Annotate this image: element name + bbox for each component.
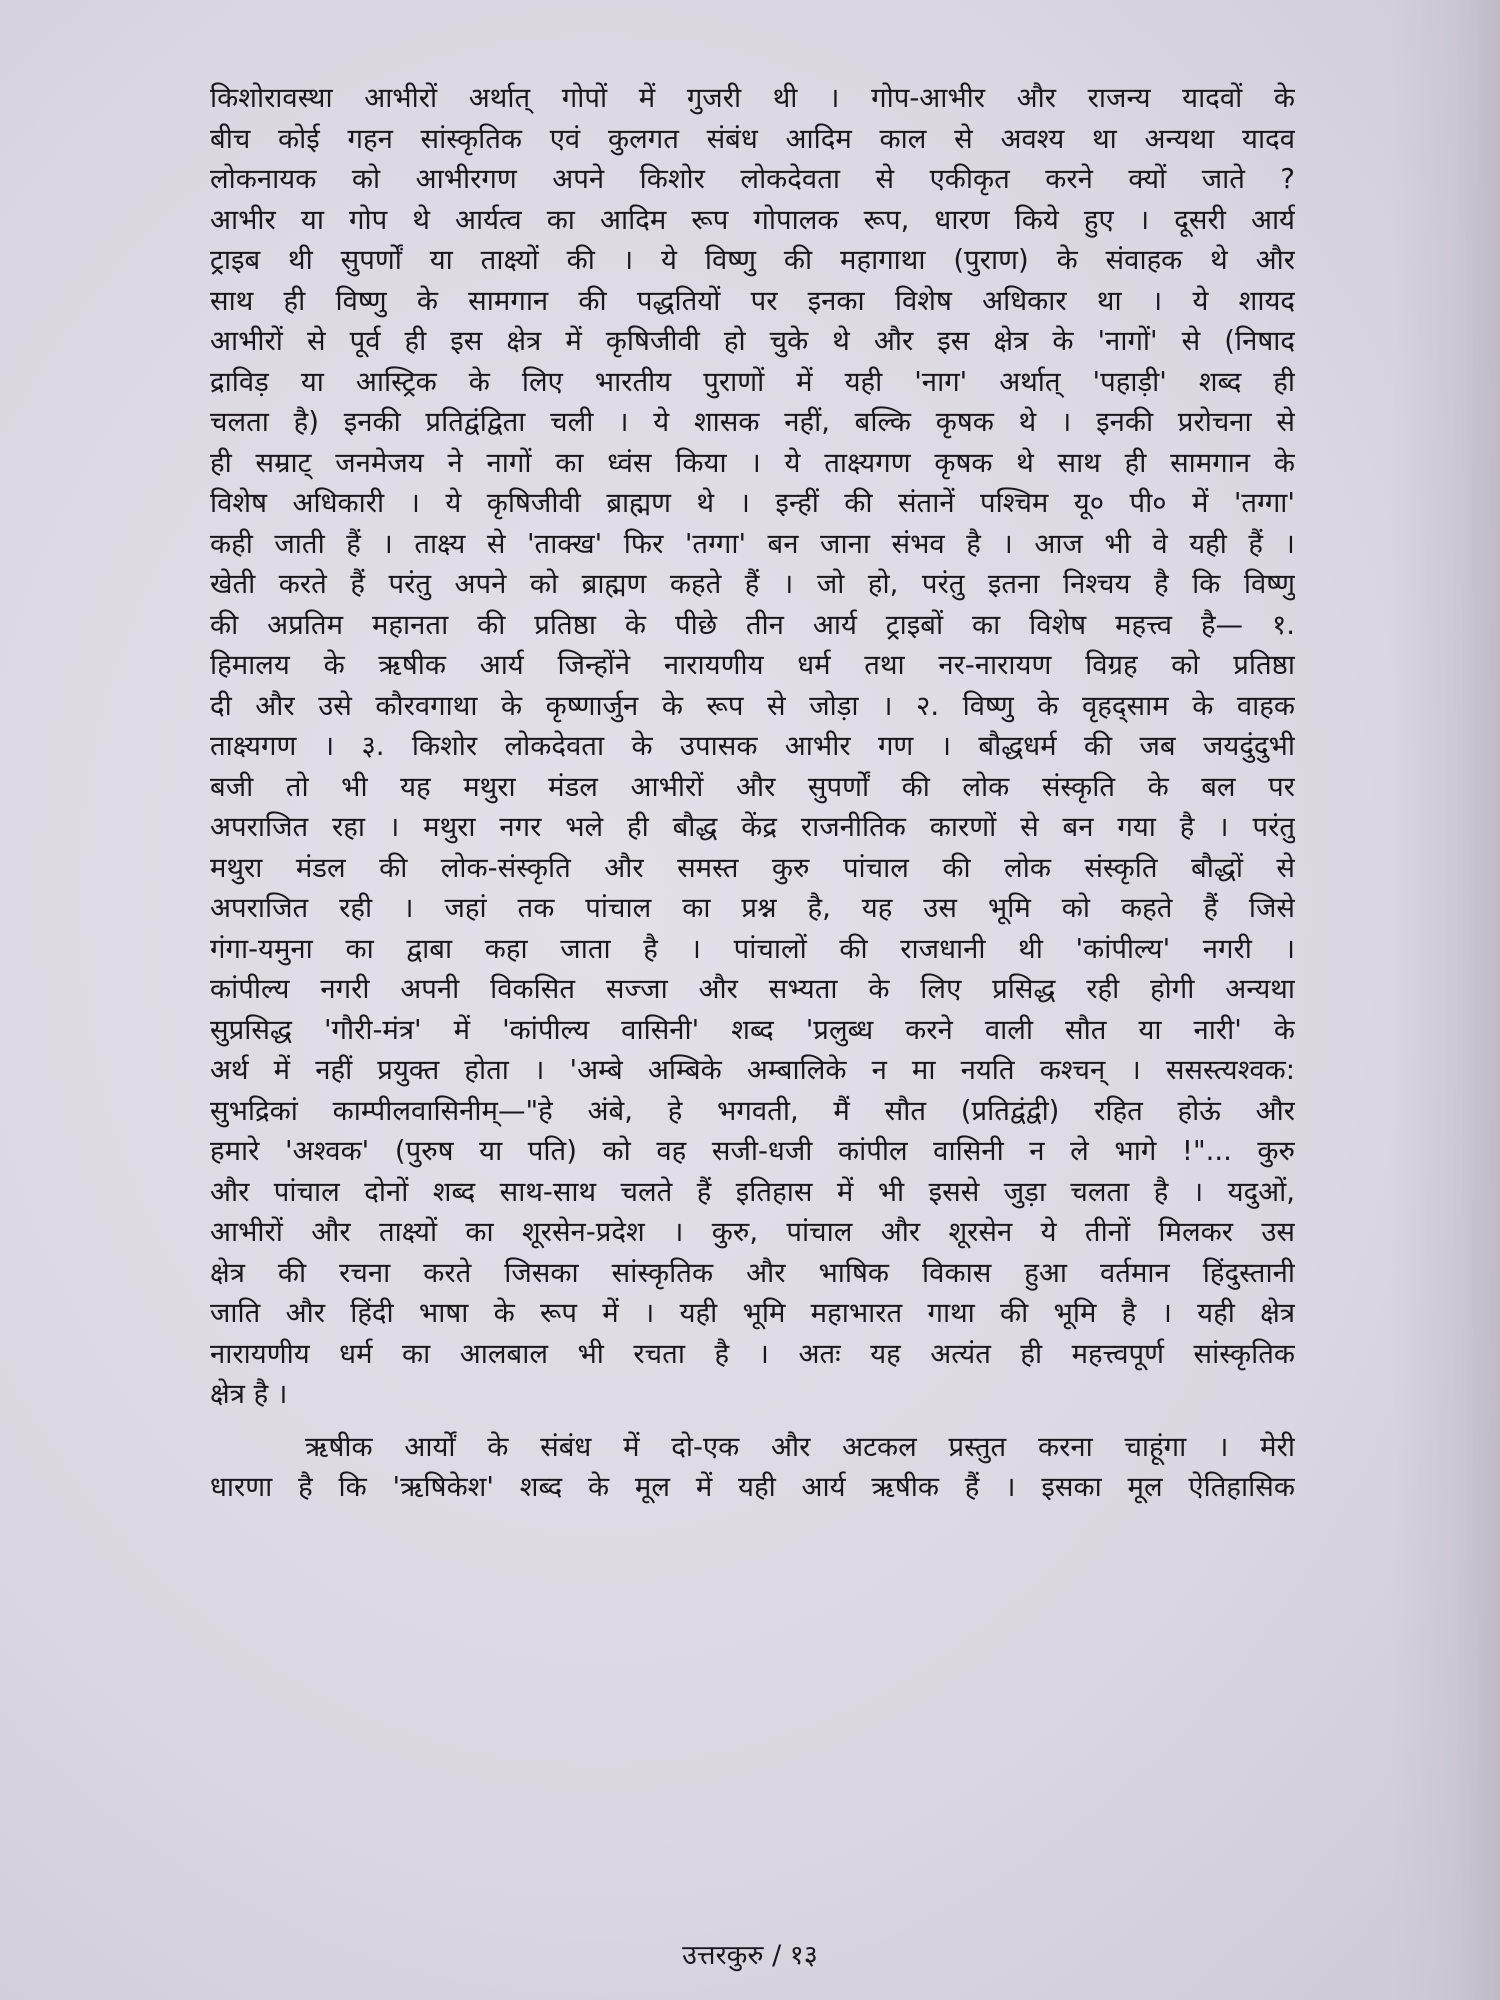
running-footer-page-number: उत्तरकुरु / १३ [682, 1940, 818, 1971]
text-line: ताक्ष्यगण । ३. किशोर लोकदेवता के उपासक आभीर गण । बौद्धधर्म की जब जयदुंदुभी [210, 730, 1295, 762]
text-line: की अप्रतिम महानता की प्रतिष्ठा के पीछे तीन आर्य ट्राइबों का विशेष महत्त्व है— १. [210, 608, 1295, 641]
text-line: क्षेत्र है । [210, 1378, 288, 1410]
text-line: कांपील्य नगरी अपनी विकसित सज्जा और सभ्यता के लिए प्रसिद्ध रही होगी अन्यथा [210, 973, 1295, 1005]
text-line: जाति और हिंदी भाषा के रूप में । यही भूमि महाभारत गाथा की भूमि है । यही क्षेत्र [210, 1297, 1295, 1329]
text-line: किशोरावस्था आभीरों अर्थात् गोपों में गुजरी थी । गोप-आभीर और राजन्य यादवों के [210, 82, 1295, 114]
text-line: मथुरा मंडल की लोक-संस्कृति और समस्त कुरु पांचाल की लोक संस्कृति बौद्धों से [210, 851, 1295, 884]
text-line: आभीरों और ताक्ष्यों का शूरसेन-प्रदेश । कुरु, पांचाल और शूरसेन ये तीनों मिलकर उस [210, 1216, 1295, 1248]
text-line: अर्थ में नहीं प्रयुक्त होता । 'अम्बे अम्बिके अम्बालिके न मा नयति कश्चन् । ससस्त्यश्वक: [210, 1054, 1295, 1086]
text-line: अपराजित रही । जहां तक पांचाल का प्रश्न है, यह उस भूमि को कहते हैं जिसे [210, 892, 1295, 924]
text-line: सुभद्रिकां काम्पीलवासिनीम्—"हे अंबे, हे भगवती, मैं सौत (प्रतिद्वंद्वी) रहित होऊं और [210, 1094, 1295, 1127]
text-line: आभीर या गोप थे आर्यत्व का आदिम रूप गोपालक रूप, धारण किये हुए । दूसरी आर्य [210, 203, 1295, 236]
body-text [210, 78, 1295, 1508]
text-line: दी और उसे कौरवगाथा के कृष्णार्जुन के रूप से जोड़ा । २. विष्णु के वृहद्साम के वाहक [210, 689, 1295, 722]
text-line: गंगा-यमुना का द्वाबा कहा जाता है । पांचालों की राजधानी थी 'कांपील्य' नगरी । [210, 932, 1295, 965]
text-line: हमारे 'अश्वक' (पुरुष या पति) को वह सजी-धजी कांपील वासिनी न ले भागे !"... कुरु [210, 1135, 1295, 1167]
text-line: बीच कोई गहन सांस्कृतिक एवं कुलगत संबंध आदिम काल से अवश्य था अन्यथा यादव [210, 122, 1295, 155]
paragraph-1 [210, 78, 1295, 1415]
text-line: कही जाती हैं । ताक्ष्य से 'ताक्ख' फिर 'तग्गा' बन जाना संभव है । आज भी वे यही हैं । [210, 527, 1295, 560]
paragraph-gap [210, 1415, 1295, 1427]
text-line: क्षेत्र की रचना करते जिसका सांस्कृतिक और भाषिक विकास हुआ वर्तमान हिंदुस्तानी [210, 1256, 1295, 1289]
text-line: धारणा है कि 'ऋषिकेश' शब्द के मूल में यही आर्य ऋषीक हैं । इसका मूल ऐतिहासिक [210, 1471, 1295, 1503]
text-line: ट्राइब थी सुपर्णों या ताक्ष्यों की । ये विष्णु की महागाथा (पुराण) के संवाहक थे और [210, 244, 1295, 276]
text-line: खेती करते हैं परंतु अपने को ब्राह्मण कहते हैं । जो हो, परंतु इतना निश्चय है कि विष्णु [210, 568, 1295, 600]
text-line: द्राविड़ या आस्ट्रिक के लिए भारतीय पुराणों में यही 'नाग' अर्थात् 'पहाड़ी' शब्द ही [210, 365, 1295, 398]
text-line: सुप्रसिद्ध 'गौरी-मंत्र' में 'कांपील्य वासिनी' शब्द 'प्रलुब्ध करने वाली सौत या नारी' के [210, 1013, 1295, 1046]
text-line: विशेष अधिकारी । ये कृषिजीवी ब्राह्मण थे । इन्हीं की संतानें पश्चिम यू० पी० में 'तग्गा' [210, 487, 1295, 519]
page-gutter-shadow [1390, 0, 1500, 2000]
text-line: बजी तो भी यह मथुरा मंडल आभीरों और सुपर्णों की लोक संस्कृति के बल पर [210, 770, 1295, 803]
text-line: आभीरों से पूर्व ही इस क्षेत्र में कृषिजीवी हो चुके थे और इस क्षेत्र के 'नागों' से (निषाद [210, 325, 1295, 357]
text-line: साथ ही विष्णु के सामगान की पद्धतियों पर इनका विशेष अधिकार था । ये शायद [210, 284, 1295, 317]
text-line: लोकनायक को आभीरगण अपने किशोर लोकदेवता से एकीकृत करने क्यों जाते ? [210, 163, 1295, 195]
text-line: अपराजित रहा । मथुरा नगर भले ही बौद्ध केंद्र राजनीतिक कारणों से बन गया है । परंतु [210, 811, 1295, 843]
text-line: हिमालय के ऋषीक आर्य जिन्होंने नारायणीय धर्म तथा नर-नारायण विग्रह को प्रतिष्ठा [210, 649, 1295, 681]
text-line: ऋषीक आर्यों के संबंध में दो-एक और अटकल प्रस्तुत करना चाहूंगा । मेरी [305, 1430, 1295, 1463]
text-line: नारायणीय धर्म का आलबाल भी रचता है । अतः यह अत्यंत ही महत्त्वपूर्ण सांस्कृतिक [210, 1337, 1295, 1370]
page-footer [0, 1935, 1500, 1972]
text-line: चलता है) इनकी प्रतिद्वंद्विता चली । ये शासक नहीं, बल्कि कृषक थे । इनकी प्ररोचना से [210, 406, 1295, 438]
text-line: और पांचाल दोनों शब्द साथ-साथ चलते हैं इतिहास में भी इससे जुड़ा चलता है । यदुओं, [210, 1175, 1295, 1208]
paragraph-2 [210, 1427, 1295, 1508]
text-line: ही सम्राट् जनमेजय ने नागों का ध्वंस किया । ये ताक्ष्यगण कृषक थे साथ ही सामगान के [210, 446, 1295, 479]
